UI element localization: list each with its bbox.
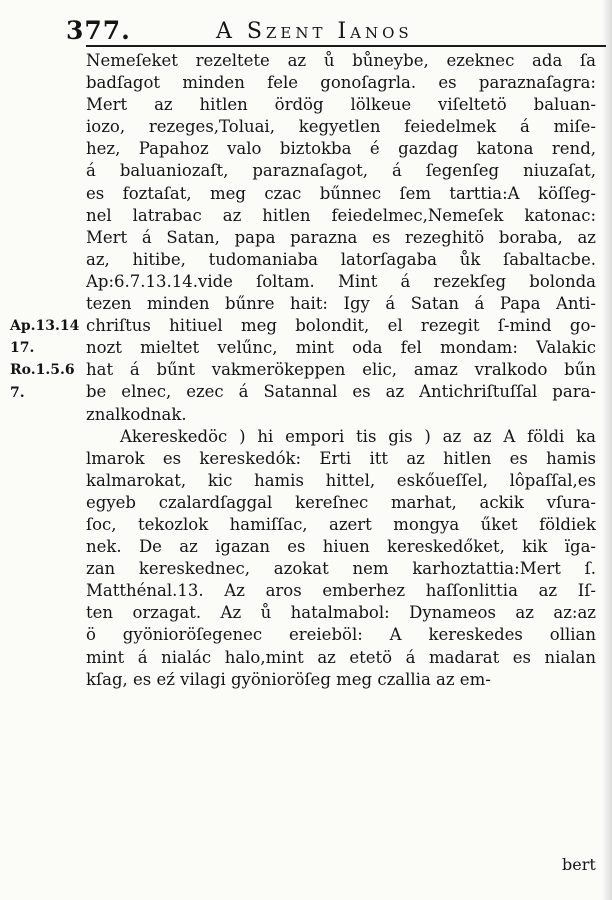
text-line: Mert á Satan, papa parazna es rezeghitö boraba, az (86, 227, 596, 247)
text-line: nel latrabac az hitlen feiedelmec,Nemeſek katonac: (86, 205, 596, 225)
catchword: bert (562, 855, 596, 874)
text-line: Mert az hitlen ördög lölkeue viſeltetö baluan- (86, 95, 596, 115)
text-line: lmarok es kereskedók: Erti itt az hitlen es hamis (86, 448, 596, 468)
text-line: be elnec, ezec á Satannal es az Antichriſtuſſal para- (86, 382, 596, 402)
text-line: nozt mieltet velűnc, mint oda fel mondam: Valakic (86, 338, 596, 358)
text-line: kalmarokat, kic hamis hittel, eskőueſſel, lôpaſſal,es (86, 470, 596, 490)
text-line: ten orzagat. Az ů hatalmabol: Dynameos az az:az (86, 603, 596, 623)
text-line: nek. De az igazan es hiuen kereskedőket, kik ïga- (86, 537, 596, 557)
margin-note: 7. (10, 384, 25, 401)
body-text (86, 50, 596, 691)
text-line: kſag, es eź vilagi gyönioröſeg meg czallia az em- (86, 669, 491, 689)
text-line: á baluaniozaſt, paraznaſagot, á ſegenſeg niuzaſat, (86, 161, 596, 181)
text-line: ſoc, tekozlok hamiſſac, azert mongya űket földiek (86, 514, 596, 534)
margin-note: Ro.1.5.6 (10, 362, 75, 379)
text-line: chriſtus hitiuel meg bolondit, el rezegit ſ-mind go- (86, 316, 596, 336)
page-number: 377. (66, 16, 131, 45)
text-line: zan kereskednec, azokat nem karhoztattia:Mert ſ. (86, 559, 596, 579)
text-line: es foztaſat, meg czac bűnnec ſem tarttia:A köſſeg- (86, 183, 596, 203)
page-header (66, 16, 596, 46)
text-line: badſagot minden fele gonoſagrla. es paraznaſagra: (86, 73, 596, 93)
margin-note: Ap.13.14 (10, 318, 80, 335)
text-line: hez, Papahoz valo biztokba é gazdag katona rend, (86, 139, 596, 159)
header-rule (86, 45, 606, 47)
text-line: Matthénal.13. Az aros emberhez haſſonlittia az Iſ- (86, 581, 596, 601)
text-line: iozo, rezeges,Toluai, kegyetlen feiedelmek á miſe- (86, 117, 596, 137)
text-line: Akereskedöc ) hi empori tis gis ) az az A földi ka (120, 426, 596, 446)
text-line: ö gyönioröſegenec ereieböl: A kereskedes ollian (86, 625, 596, 645)
margin-note: 17. (10, 340, 35, 357)
page-edge-shadow (602, 0, 612, 900)
text-line: mint á nialác halo,mint az etetö á madarat es nialan (86, 647, 596, 667)
text-line: az, hitibe, tudomaniaba latorſagaba ůk ſabaltacbe. (86, 249, 596, 269)
text-line: Ap:6.7.13.14.vide ſoltam. Mint á rezekſeg bolonda (86, 271, 596, 291)
text-line: egyeb czalardſaggal kereſnec marhat, ackik vſura- (86, 492, 596, 512)
running-head: A Szent Ianos (216, 19, 413, 44)
text-line: hat á bűnt vakmerökeppen elic, amaz vralkodo bűn (86, 360, 596, 380)
text-line: Nemeſeket rezeltete az ů bůneybe, ezeknec ada ſa (86, 51, 596, 70)
text-line: tezen minden bűnre hait: Igy á Satan á Papa Anti- (86, 294, 596, 314)
text-line: znalkodnak. (86, 404, 187, 424)
